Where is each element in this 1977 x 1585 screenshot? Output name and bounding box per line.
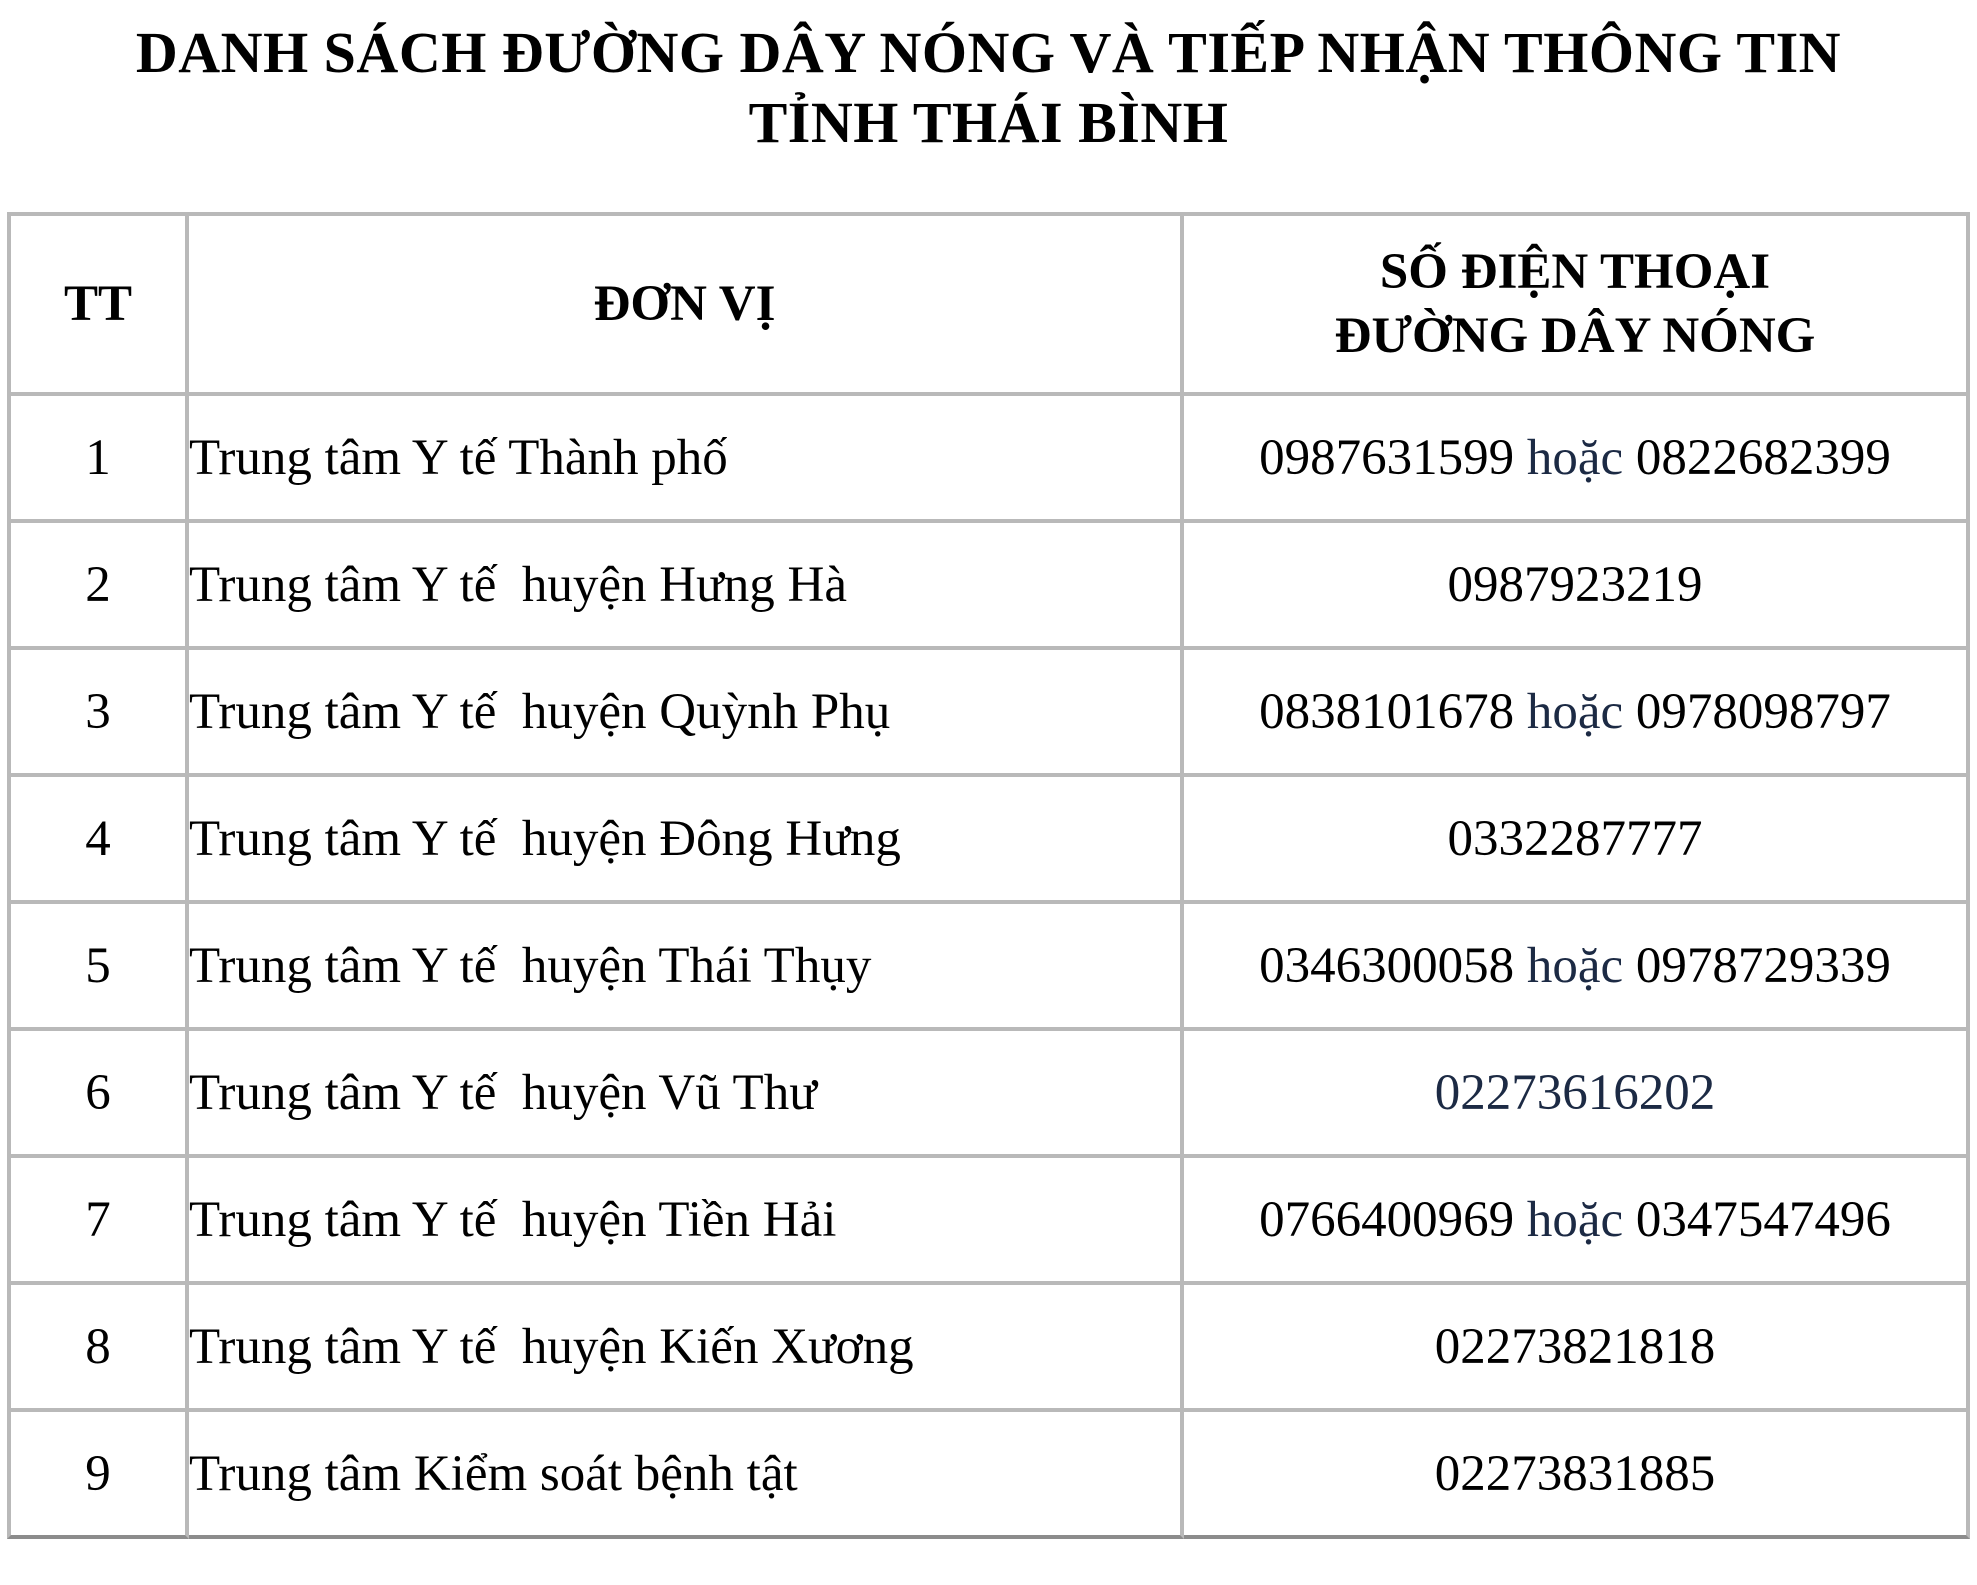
table-row — [7, 904, 1970, 1031]
unit-name: Trung tâm Y tế huyện Tiền Hải — [189, 1158, 1184, 1285]
phone-number: 0766400969 — [1259, 1191, 1515, 1248]
phone-cell — [1184, 650, 1970, 777]
phone-cell — [1184, 1412, 1970, 1539]
separator-text: hoặc — [1526, 1191, 1624, 1248]
phone-number: 0838101678 — [1259, 683, 1515, 740]
table-row — [7, 1158, 1970, 1285]
separator-text: hoặc — [1526, 937, 1624, 994]
phone-cell — [1184, 396, 1970, 523]
unit-name: Trung tâm Kiểm soát bệnh tật — [189, 1412, 1184, 1539]
row-number: 3 — [7, 650, 189, 777]
phone-cell — [1184, 1158, 1970, 1285]
unit-name: Trung tâm Y tế huyện Đông Hưng — [189, 777, 1184, 904]
unit-name: Trung tâm Y tế huyện Kiến Xương — [189, 1285, 1184, 1412]
header-unit: ĐƠN VỊ — [189, 212, 1184, 396]
row-number: 8 — [7, 1285, 189, 1412]
table-row — [7, 777, 1970, 904]
phone-number: 0346300058 — [1259, 937, 1515, 994]
header-phone — [1184, 212, 1970, 396]
table-row — [7, 396, 1970, 523]
table-row — [7, 1412, 1970, 1539]
unit-name: Trung tâm Y tế Thành phố — [189, 396, 1184, 523]
phone-number: 0987923219 — [1447, 556, 1703, 613]
phone-number-alt: 0822682399 — [1635, 429, 1891, 486]
phone-cell — [1184, 904, 1970, 1031]
unit-name: Trung tâm Y tế huyện Quỳnh Phụ — [189, 650, 1184, 777]
row-number: 7 — [7, 1158, 189, 1285]
separator-text: hoặc — [1526, 683, 1624, 740]
phone-number-alt: 0978098797 — [1635, 683, 1891, 740]
phone-number: 0332287777 — [1447, 810, 1703, 867]
table-row — [7, 1285, 1970, 1412]
header-tt: TT — [7, 212, 189, 396]
phone-number-alt: 0978729339 — [1635, 937, 1891, 994]
title-line-2: TỈNH THÁI BÌNH — [748, 90, 1229, 155]
phone-number: 02273821818 — [1434, 1318, 1716, 1375]
phone-cell — [1184, 523, 1970, 650]
unit-name: Trung tâm Y tế huyện Hưng Hà — [189, 523, 1184, 650]
phone-cell — [1184, 1031, 1970, 1158]
hotline-table — [7, 212, 1970, 1539]
phone-cell — [1184, 1285, 1970, 1412]
phone-number-alt: 0347547496 — [1635, 1191, 1891, 1248]
row-number: 2 — [7, 523, 189, 650]
separator-text: hoặc — [1526, 429, 1624, 486]
row-number: 4 — [7, 777, 189, 904]
table-row — [7, 523, 1970, 650]
row-number: 5 — [7, 904, 189, 1031]
table-row — [7, 650, 1970, 777]
header-phone-line-1: SỐ ĐIỆN THOẠI — [1379, 244, 1771, 300]
document-title — [0, 18, 1977, 158]
title-line-1: DANH SÁCH ĐƯỜNG DÂY NÓNG VÀ TIẾP NHẬN THÔNG TIN — [135, 20, 1842, 85]
row-number: 6 — [7, 1031, 189, 1158]
row-number: 9 — [7, 1412, 189, 1539]
phone-cell — [1184, 777, 1970, 904]
table-row — [7, 1031, 1970, 1158]
row-number: 1 — [7, 396, 189, 523]
header-row — [7, 212, 1970, 396]
unit-name: Trung tâm Y tế huyện Vũ Thư — [189, 1031, 1184, 1158]
phone-number: 0987631599 — [1259, 429, 1515, 486]
phone-number: 02273616202 — [1434, 1064, 1716, 1121]
header-phone-line-2: ĐƯỜNG DÂY NÓNG — [1334, 308, 1816, 364]
phone-number: 02273831885 — [1434, 1445, 1716, 1502]
unit-name: Trung tâm Y tế huyện Thái Thụy — [189, 904, 1184, 1031]
